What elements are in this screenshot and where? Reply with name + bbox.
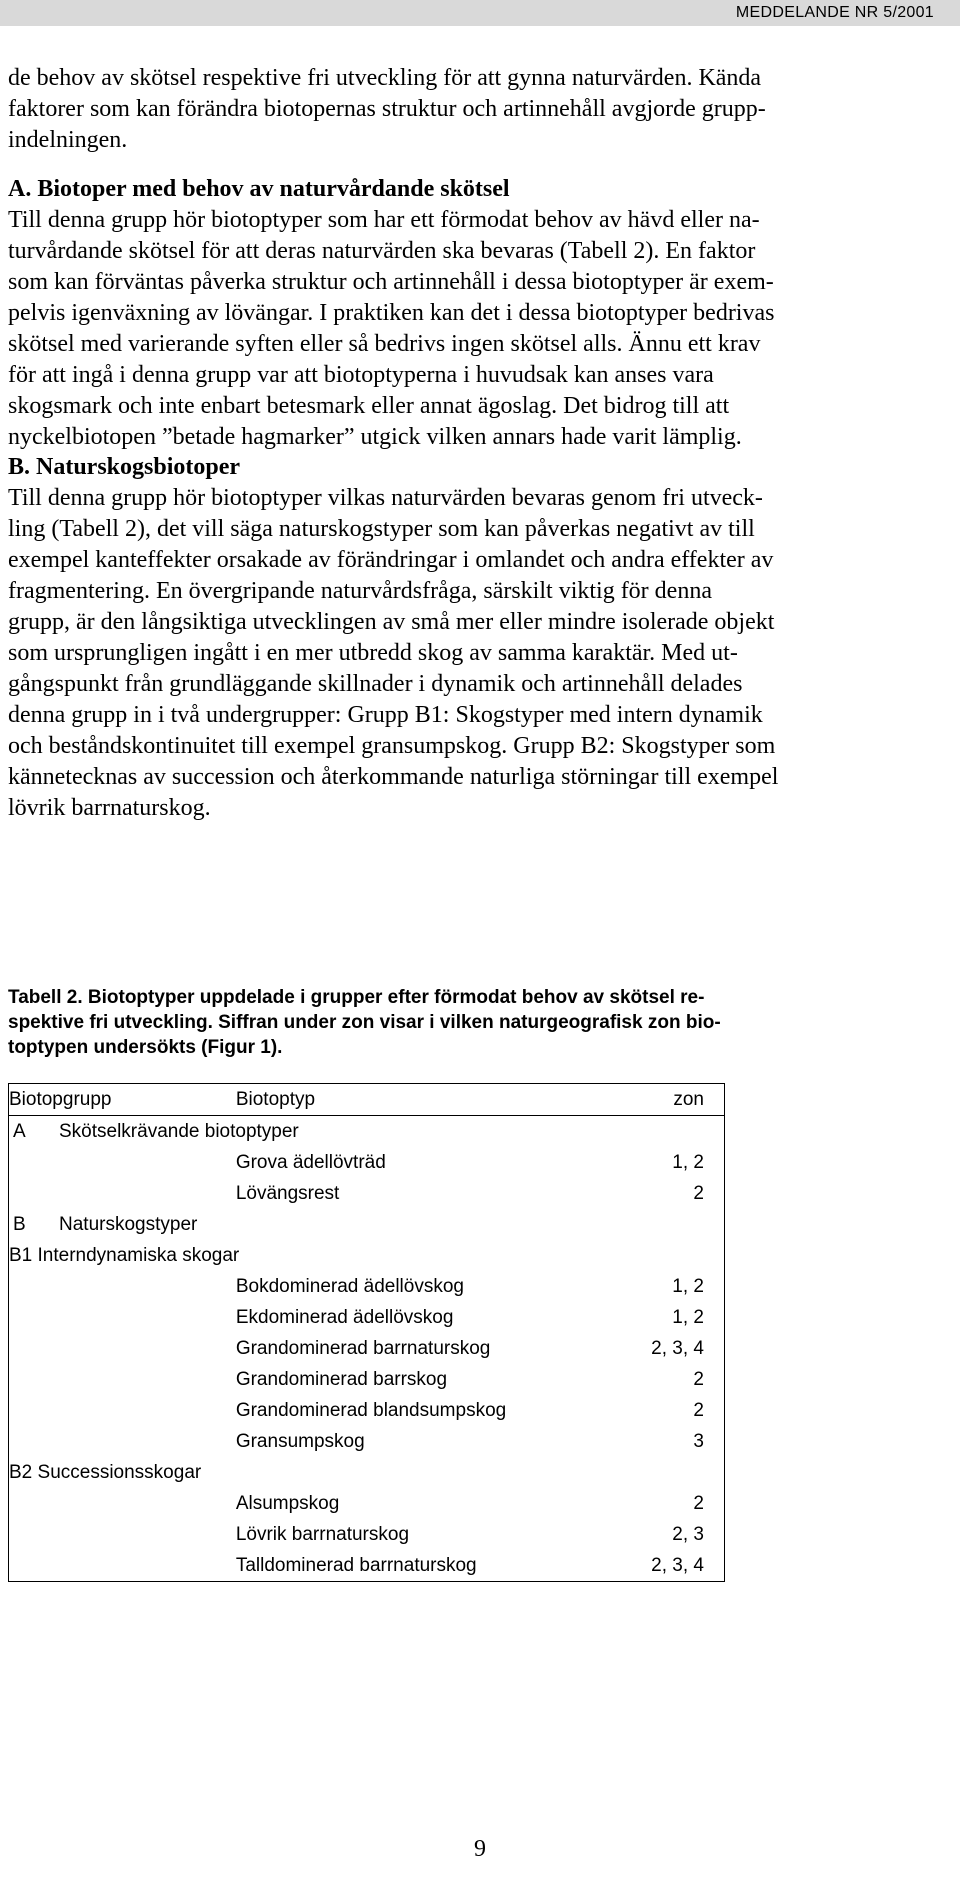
group-label: Skötselkrävande biotoptyper bbox=[59, 1120, 299, 1142]
table-row bbox=[9, 1178, 725, 1209]
biotope-type: Ekdominerad ädellövskog bbox=[235, 1306, 454, 1328]
zone-value: 1, 2 bbox=[672, 1306, 704, 1328]
zone-value: 1, 2 bbox=[672, 1151, 704, 1173]
text-line: nyckelbiotopen ”betade hagmarker” utgick vilken annars hade varit lämplig. bbox=[8, 424, 742, 450]
group-row bbox=[9, 1209, 725, 1240]
header-biotoptyp: Biotoptyp bbox=[236, 1084, 608, 1116]
page-header bbox=[0, 0, 960, 26]
text-line: pelvis igenväxning av lövängar. I praktiken kan det i dessa biotoptyper bedrivas bbox=[8, 300, 775, 326]
table-row bbox=[9, 1271, 725, 1302]
text-line: Till denna grupp hör biotoptyper som har ett förmodat behov av hävd eller na- bbox=[8, 207, 760, 233]
text-line: och beståndskontinuitet till exempel gransumpskog. Grupp B2: Skogstyper som bbox=[8, 733, 776, 759]
biotope-type: Talldominerad barrnaturskog bbox=[235, 1554, 477, 1576]
zone-value: 3 bbox=[693, 1430, 704, 1452]
table-row bbox=[9, 1550, 725, 1582]
zone-value: 2 bbox=[693, 1182, 704, 1204]
page-number: 9 bbox=[474, 1836, 486, 1862]
text-line: Till denna grupp hör biotoptyper vilkas naturvärden bevaras genom fri utveck- bbox=[8, 485, 763, 511]
text-line: skötsel med varierande syften eller så bedrivs ingen skötsel alls. Ännu ett krav bbox=[8, 331, 761, 357]
zone-value: 2 bbox=[693, 1492, 704, 1514]
group-label: Naturskogstyper bbox=[59, 1213, 198, 1235]
biotope-type: Grova ädellövträd bbox=[235, 1151, 386, 1173]
table-header-row bbox=[9, 1084, 725, 1116]
caption-line: spektive fri utveckling. Siffran under zon visar i vilken naturgeografisk zon bio- bbox=[8, 1012, 721, 1033]
text-line: skogsmark och inte enbart betesmark eller annat ägoslag. Det bidrog till att bbox=[8, 393, 730, 419]
table-row bbox=[9, 1147, 725, 1178]
section-a bbox=[8, 174, 948, 453]
biotope-type: Alsumpskog bbox=[235, 1492, 340, 1514]
group-row bbox=[9, 1116, 725, 1148]
table-row bbox=[9, 1364, 725, 1395]
section-b-heading: B. Naturskogsbiotoper bbox=[8, 454, 241, 480]
table-row bbox=[9, 1519, 725, 1550]
zone-value: 2, 3, 4 bbox=[651, 1337, 704, 1359]
text-line: turvårdande skötsel för att deras naturvärden ska bevaras (Tabell 2). En faktor bbox=[8, 238, 756, 264]
group-code: B bbox=[13, 1213, 26, 1235]
zone-value: 2, 3 bbox=[672, 1523, 704, 1545]
zone-value: 1, 2 bbox=[672, 1275, 704, 1297]
zone-value: 2 bbox=[693, 1368, 704, 1390]
header-biotopgrupp: Biotopgrupp bbox=[9, 1084, 236, 1116]
subgroup-row bbox=[9, 1457, 725, 1488]
caption-line: toptypen undersökts (Figur 1). bbox=[8, 1037, 283, 1058]
subgroup-row bbox=[9, 1240, 725, 1271]
biotope-table bbox=[8, 1083, 725, 1582]
zone-value: 2, 3, 4 bbox=[651, 1554, 704, 1576]
biotope-type: Grandominerad blandsumpskog bbox=[235, 1399, 507, 1421]
text-line: för att ingå i denna grupp var att biotoptyperna i huvudsak kan anses vara bbox=[8, 362, 714, 388]
text-line: de behov av skötsel respektive fri utveckling för att gynna naturvärden. Kända bbox=[8, 65, 762, 91]
text-line: fragmentering. En övergripande naturvårdsfråga, särskilt viktig för denna bbox=[8, 578, 712, 604]
subgroup-label: B2 Successionsskogar bbox=[9, 1461, 202, 1483]
zone-value: 2 bbox=[693, 1399, 704, 1421]
subgroup-label: B1 Interndynamiska skogar bbox=[9, 1244, 240, 1266]
biotope-type: Grandominerad barrskog bbox=[235, 1368, 448, 1390]
publication-title: MEDDELANDE NR 5/2001 bbox=[735, 4, 934, 21]
table-caption bbox=[8, 985, 928, 1060]
text-line: grupp, är den långsiktiga utvecklingen av små mer eller mindre isolerade objekt bbox=[8, 609, 775, 635]
table-row bbox=[9, 1395, 725, 1426]
text-line: lövrik barrnaturskog. bbox=[8, 795, 211, 821]
table-row bbox=[9, 1426, 725, 1457]
group-code: A bbox=[13, 1120, 26, 1142]
header-zon: zon bbox=[608, 1084, 725, 1116]
caption-line: Tabell 2. Biotoptyper uppdelade i grupper efter förmodat behov av skötsel re- bbox=[8, 987, 705, 1008]
text-line: kännetecknas av succession och återkommande naturliga störningar till exempel bbox=[8, 764, 779, 790]
text-line: denna grupp in i två undergrupper: Grupp B1: Skogstyper med intern dynamik bbox=[8, 702, 763, 728]
biotope-type: Lövrik barrnaturskog bbox=[235, 1523, 410, 1545]
table-row bbox=[9, 1333, 725, 1364]
section-a-heading: A. Biotoper med behov av naturvårdande skötsel bbox=[8, 176, 510, 202]
biotope-type: Bokdominerad ädellövskog bbox=[235, 1275, 464, 1297]
text-line: som kan förväntas påverka struktur och artinnehåll i dessa biotoptyper är exem- bbox=[8, 269, 774, 295]
biotope-type: Grandominerad barrnaturskog bbox=[235, 1337, 491, 1359]
biotope-type: Gransumpskog bbox=[235, 1430, 365, 1452]
text-line: exempel kanteffekter orsakade av förändringar i omlandet och andra effekter av bbox=[8, 547, 774, 573]
text-line: indelningen. bbox=[8, 127, 128, 153]
text-line: gångspunkt från grundläggande skillnader i dynamik och artinnehåll delades bbox=[8, 671, 743, 697]
text-line: faktorer som kan förändra biotopernas struktur och artinnehåll avgjorde grupp- bbox=[8, 96, 766, 122]
table-row bbox=[9, 1488, 725, 1519]
intro-paragraph bbox=[8, 63, 948, 156]
biotope-type: Lövängsrest bbox=[235, 1182, 340, 1204]
text-line: ling (Tabell 2), det vill säga naturskogstyper som kan påverkas negativt av till bbox=[8, 516, 755, 542]
table-row bbox=[9, 1302, 725, 1333]
text-line: som ursprungligen ingått i en mer utbredd skog av samma karaktär. Med ut- bbox=[8, 640, 738, 666]
section-b bbox=[8, 452, 948, 824]
